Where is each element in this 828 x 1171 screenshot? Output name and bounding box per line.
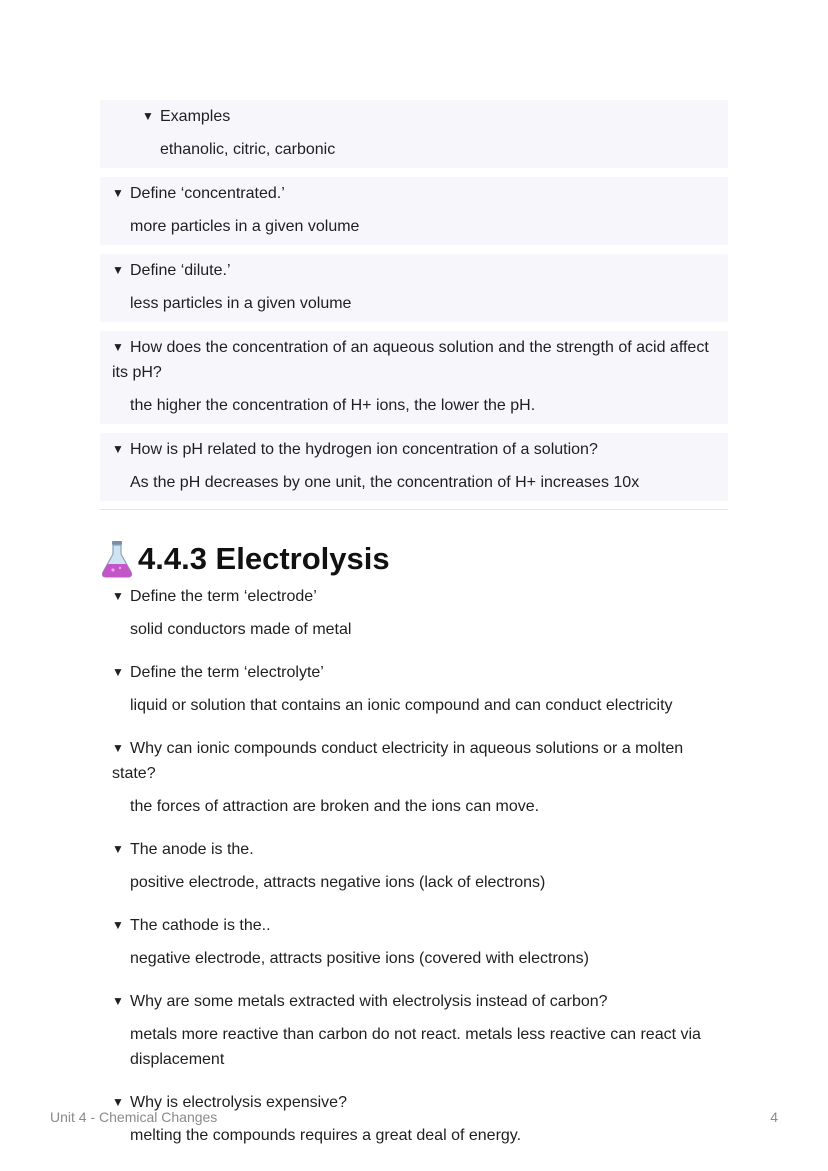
toggle-summary[interactable]: [112, 734, 716, 786]
toggle-summary-text: How is pH related to the hydrogen ion concentration of a solution?: [130, 441, 598, 458]
toggle-answer: As the pH decreases by one unit, the concentration of H+ increases 10x: [130, 474, 640, 491]
toggle-block: [100, 177, 728, 245]
toggle-answer: negative electrode, attracts positive ions (covered with electrons): [130, 950, 589, 967]
toggle-summary[interactable]: [112, 658, 716, 685]
footer-title: Unit 4 - Chemical Changes: [50, 1109, 218, 1125]
toggle-summary-text: How does the concentration of an aqueous solution and the strength of acid affect its pH?: [112, 339, 709, 381]
section-heading: [100, 540, 728, 578]
triangle-down-icon[interactable]: ▼: [112, 665, 124, 679]
toggle-examples-block: [100, 100, 728, 168]
toggle-summary[interactable]: [112, 435, 716, 462]
page-content: [100, 100, 728, 1162]
toggle-answer: the forces of attraction are broken and the ions can move.: [130, 798, 540, 815]
toggle-block: [100, 656, 728, 724]
toggle-block: [100, 833, 728, 901]
toggle-summary-text: Why is electrolysis expensive?: [130, 1094, 347, 1111]
toggle-summary[interactable]: [112, 911, 716, 938]
triangle-down-icon[interactable]: ▼: [112, 842, 124, 856]
toggle-summary-text: Define the term ‘electrode’: [130, 588, 317, 605]
toggle-block: [100, 254, 728, 322]
triangle-down-icon[interactable]: ▼: [112, 186, 124, 200]
toggle-block: [100, 433, 728, 501]
toggle-summary-text: Why are some metals extracted with electrolysis instead of carbon?: [130, 993, 608, 1010]
toggle-answer: more particles in a given volume: [130, 218, 360, 235]
toggle-block: [100, 909, 728, 977]
toggle-summary[interactable]: [112, 582, 716, 609]
page-number: 4: [770, 1109, 778, 1125]
toggle-block: [100, 331, 728, 424]
toggle-block: [100, 732, 728, 825]
toggle-answer: the higher the concentration of H+ ions, the lower the pH.: [130, 397, 536, 414]
toggle-answer: liquid or solution that contains an ionic compound and can conduct electricity: [130, 697, 673, 714]
toggle-answer: solid conductors made of metal: [130, 621, 352, 638]
toggle-answer: less particles in a given volume: [130, 295, 352, 312]
toggle-answer: ethanolic, citric, carbonic: [160, 141, 336, 158]
toggle-summary[interactable]: [112, 333, 716, 385]
toggle-answer: melting the compounds requires a great deal of energy.: [130, 1127, 522, 1144]
toggle-summary[interactable]: [112, 987, 716, 1014]
toggle-summary[interactable]: [112, 179, 716, 206]
triangle-down-icon[interactable]: ▼: [112, 918, 124, 932]
triangle-down-icon[interactable]: ▼: [112, 340, 124, 354]
toggle-block: [100, 985, 728, 1078]
toggle-summary-text: Define ‘dilute.’: [130, 262, 231, 279]
triangle-down-icon[interactable]: ▼: [112, 442, 124, 456]
flask-icon: [100, 540, 134, 578]
triangle-down-icon[interactable]: ▼: [112, 741, 124, 755]
toggle-summary-text: Why can ionic compounds conduct electricity in aqueous solutions or a molten state?: [112, 740, 684, 782]
toggle-block: [100, 580, 728, 648]
toggle-summary[interactable]: [142, 102, 716, 129]
toggle-summary-text: Define the term ‘electrolyte’: [130, 664, 324, 681]
toggle-summary[interactable]: [112, 835, 716, 862]
toggle-summary-text: The cathode is the..: [130, 917, 271, 934]
triangle-down-icon[interactable]: ▼: [112, 589, 124, 603]
toggle-summary[interactable]: [112, 256, 716, 283]
toggle-summary-text: Examples: [160, 108, 231, 125]
toggle-summary-text: Define ‘concentrated.’: [130, 185, 285, 202]
triangle-down-icon[interactable]: ▼: [112, 263, 124, 277]
toggle-answer: metals more reactive than carbon do not react. metals less reactive can react via displacement: [130, 1026, 701, 1068]
triangle-down-icon[interactable]: ▼: [112, 1095, 124, 1109]
section-title: 4.4.3 Electrolysis: [138, 541, 390, 576]
triangle-down-icon[interactable]: ▼: [112, 994, 124, 1008]
divider: [100, 509, 728, 510]
triangle-down-icon[interactable]: ▼: [142, 109, 154, 123]
toggle-answer: positive electrode, attracts negative ions (lack of electrons): [130, 874, 546, 891]
toggle-summary-text: The anode is the.: [130, 841, 254, 858]
